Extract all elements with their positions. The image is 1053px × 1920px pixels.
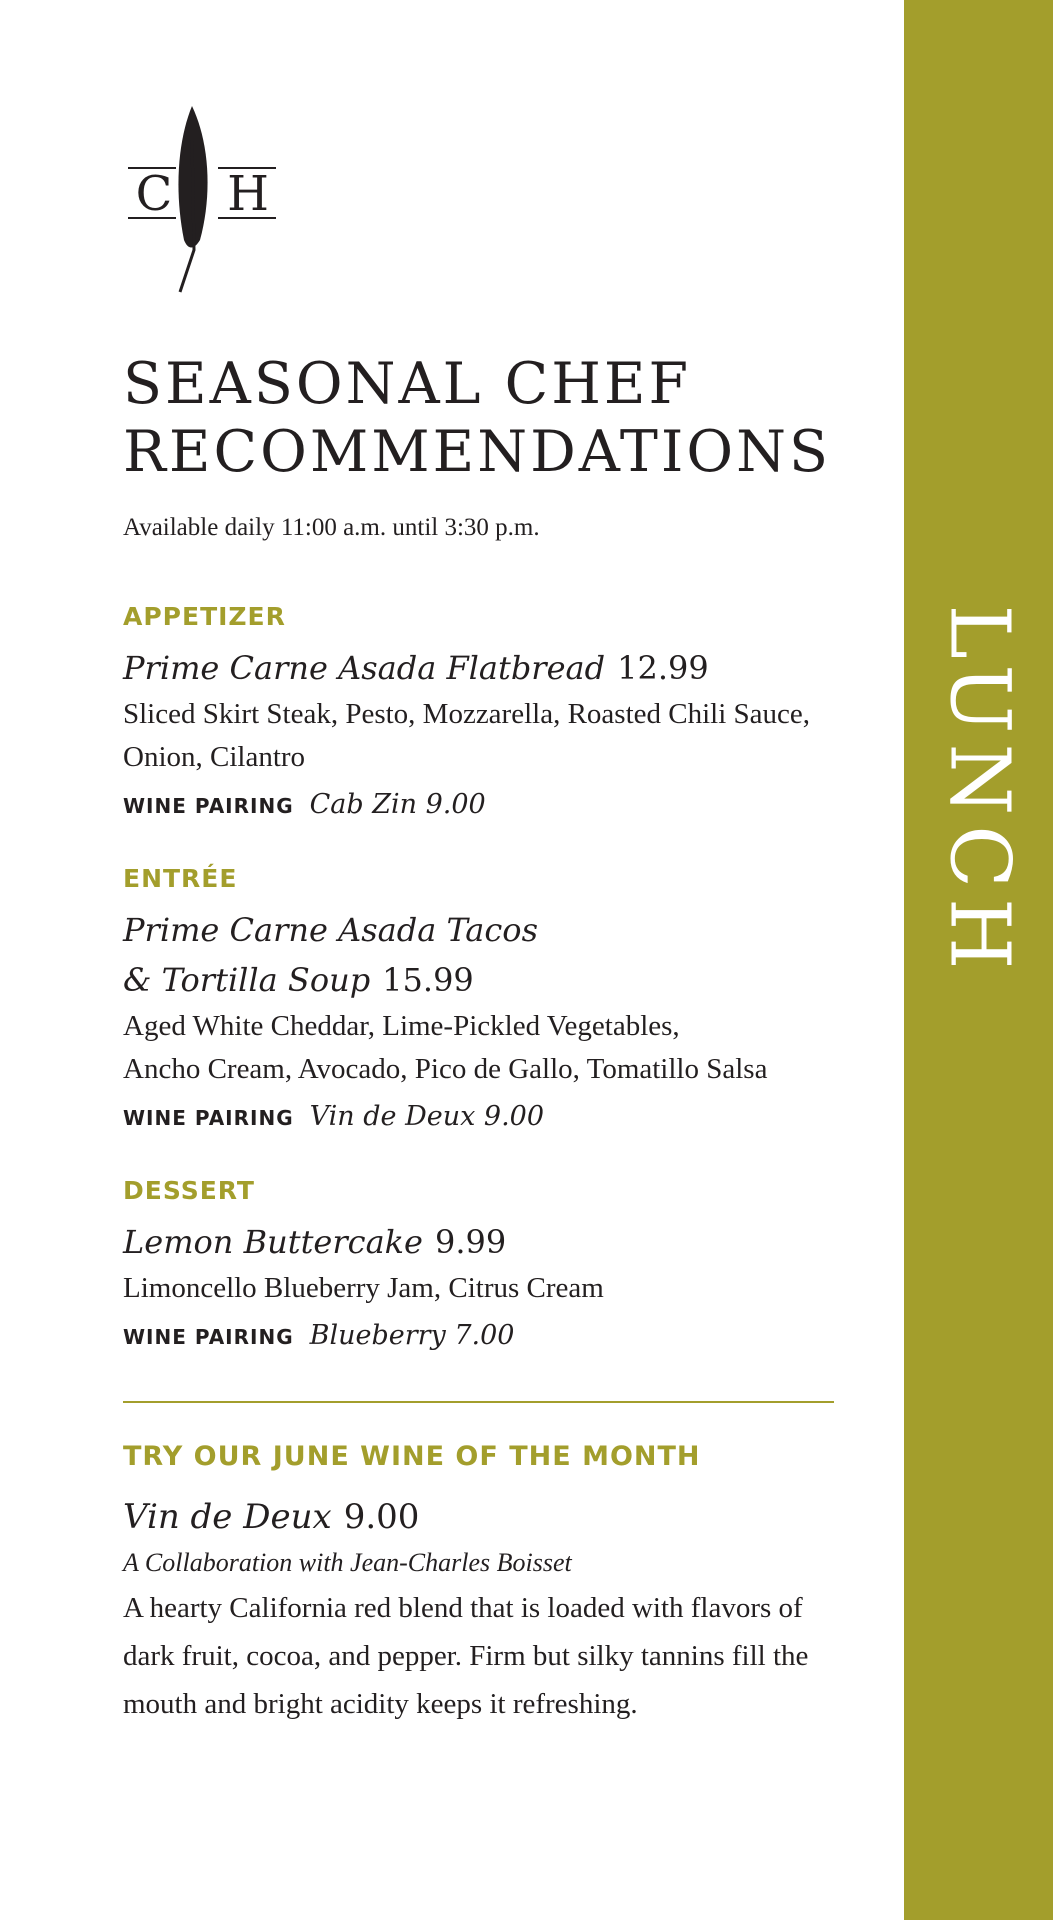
section-dessert	[123, 1176, 843, 1351]
wine-pairing	[123, 1101, 843, 1132]
sidebar-title: LUNCH	[931, 604, 1026, 980]
description-line: Onion, Cilantro	[123, 741, 306, 773]
description-line: dark fruit, cocoa, and pepper. Firm but silky tannins fill the	[123, 1640, 809, 1672]
section-entree	[123, 864, 843, 1132]
wine-name: Vin de Deux	[123, 1497, 332, 1537]
wine-pairing	[123, 1320, 843, 1351]
dish-name: Lemon Buttercake	[123, 1223, 423, 1261]
description-line: A hearty California red blend that is loaded with flavors of	[123, 1592, 803, 1624]
dish-description	[123, 1267, 843, 1310]
wine-pairing	[123, 789, 843, 820]
section-appetizer	[123, 602, 843, 820]
wine-of-month-label: TRY OUR JUNE WINE OF THE MONTH	[123, 1441, 701, 1472]
dish-title	[123, 1217, 843, 1267]
dish-description	[123, 1005, 843, 1091]
wine-subtitle: A Collaboration with Jean-Charles Boisset	[123, 1548, 572, 1577]
wine-pairing-label: WINE PAIRING	[123, 1325, 294, 1349]
menu-content	[123, 350, 843, 1728]
description-line: Limoncello Blueberry Jam, Citrus Cream	[123, 1272, 604, 1304]
dish-price: 9.99	[434, 1223, 507, 1261]
description-line: Ancho Cream, Avocado, Pico de Gallo, Tomatillo Salsa	[123, 1053, 768, 1085]
dish-title	[123, 905, 843, 1005]
dish-price: 12.99	[617, 649, 709, 687]
section-divider	[123, 1401, 834, 1403]
wine-price: 9.00	[343, 1497, 420, 1537]
logo-letter-h: H	[227, 166, 269, 222]
wine-pairing-value: Cab Zin 9.00	[309, 789, 486, 820]
lunch-sidebar	[904, 0, 1053, 1920]
title-line-1: SEASONAL CHEF	[123, 351, 692, 417]
section-label: DESSERT	[123, 1176, 255, 1205]
title-line-2: RECOMMENDATIONS	[123, 419, 832, 485]
wine-of-month-title	[123, 1492, 843, 1542]
logo-letter-c: C	[135, 166, 173, 222]
description-line: Aged White Cheddar, Lime-Pickled Vegetables,	[123, 1010, 680, 1042]
dish-name-line-1: Prime Carne Asada Tacos	[123, 911, 538, 949]
feather-monogram-icon	[124, 100, 284, 300]
wine-description	[123, 1584, 843, 1728]
description-line: Sliced Skirt Steak, Pesto, Mozzarella, Roasted Chili Sauce,	[123, 698, 811, 730]
dish-title	[123, 643, 843, 693]
section-label: APPETIZER	[123, 602, 286, 631]
wine-pairing-label: WINE PAIRING	[123, 1106, 294, 1130]
wine-pairing-label: WINE PAIRING	[123, 794, 294, 818]
section-label: ENTRÉE	[123, 864, 238, 893]
dish-name-line-2: & Tortilla Soup	[123, 961, 371, 999]
dish-name: Prime Carne Asada Flatbread	[123, 649, 606, 687]
wine-pairing-value: Blueberry 7.00	[309, 1320, 515, 1351]
description-line: mouth and bright acidity keeps it refreshing.	[123, 1688, 638, 1720]
dish-price: 15.99	[382, 961, 474, 999]
page-title	[123, 350, 843, 486]
wine-pairing-value: Vin de Deux 9.00	[309, 1101, 545, 1132]
hours-text: Available daily 11:00 a.m. until 3:30 p.m.	[123, 514, 540, 541]
dish-description	[123, 693, 843, 779]
